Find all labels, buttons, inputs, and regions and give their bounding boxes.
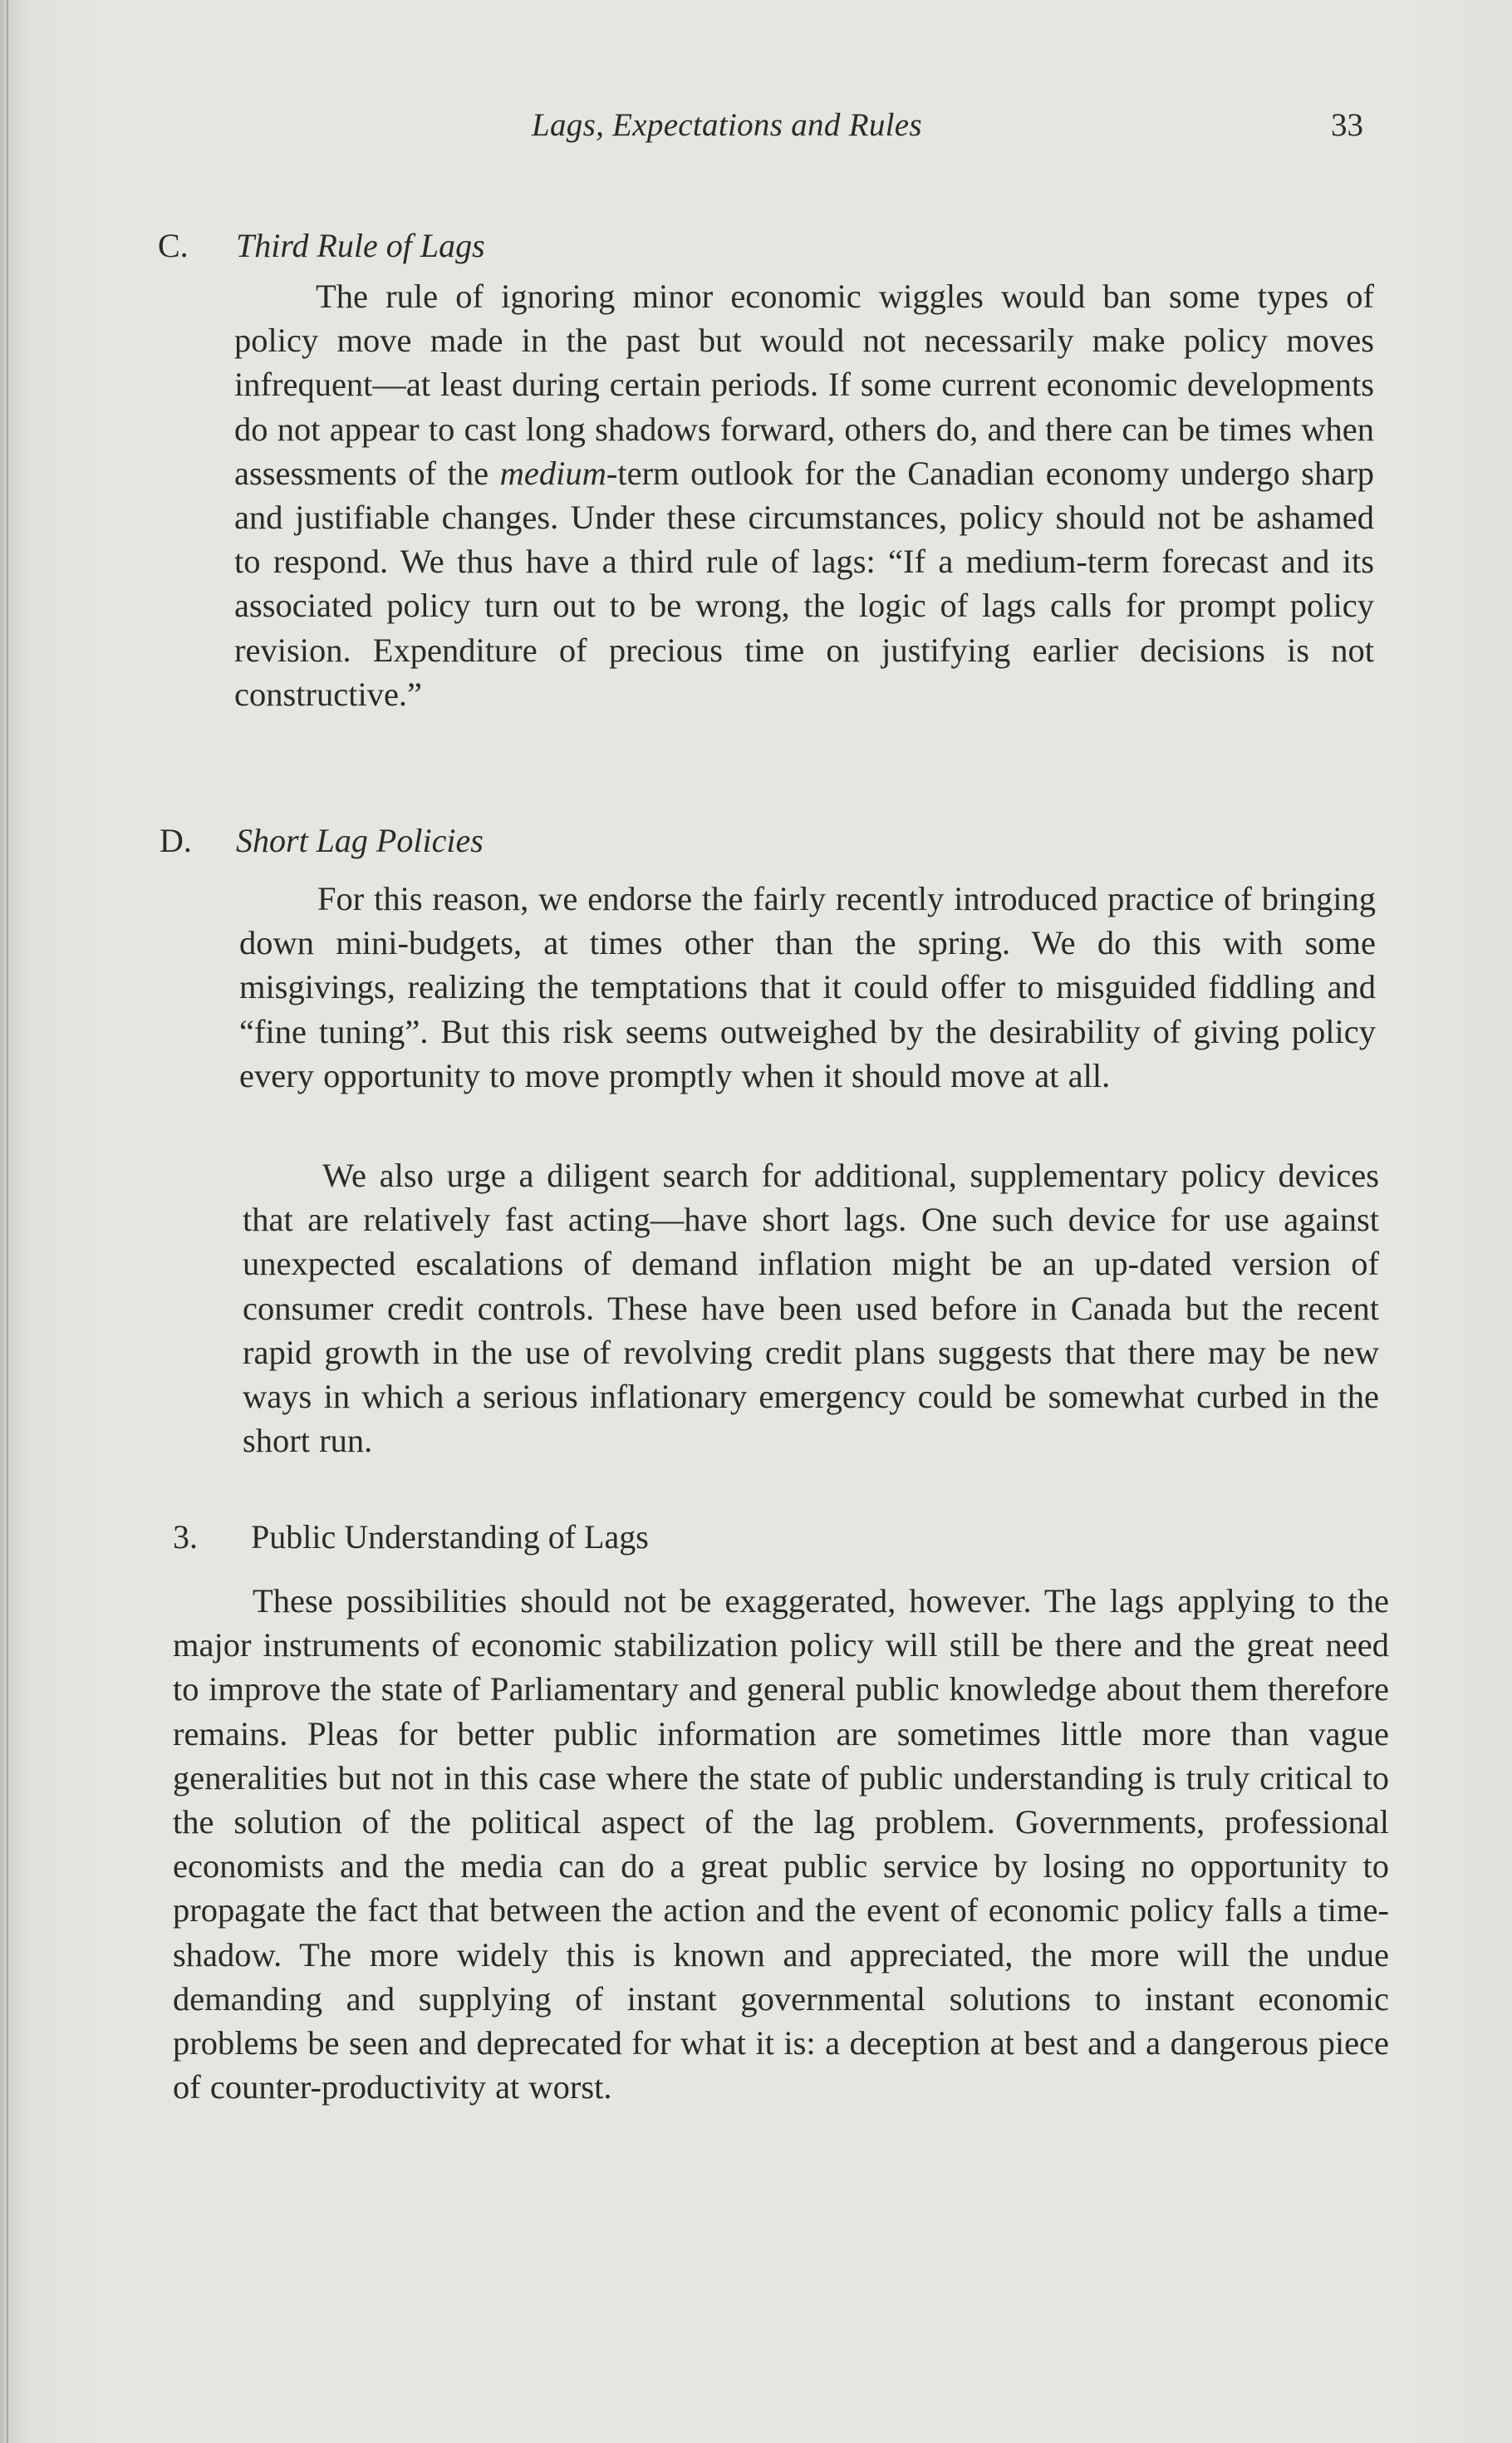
section-c-marker: C. [158,227,189,264]
section-d-paragraph-1: For this reason, we endorse the fairly recently introduced practice of bringing down mini-budgets, at times other than the spring. We do this with some misgivings, realizing the temptations that it could offer to misguided fiddling and “fine tuning”. But this risk seems outweighed by the desirability of giving policy every opportunity to move promptly when it should move at all. [239,880,1376,1094]
section-c-paragraph-1-text-a: The rule of ignoring minor economic wiggles would ban some types of policy move made in the past but would not necessarily make policy moves infrequent—at least during certain periods. If some current economic developments do not appear to cast long shadows forward, others do, and there can be times when assessments of the [234,278,1374,492]
section-3-title: Public Understanding of Lags [251,1518,649,1556]
section-d-paragraph-2: We also urge a diligent search for additional, supplementary policy devices that are relatively fast acting—have short lags. One such device for use against unexpected escalations of demand inflation might be an up-dated version of consumer credit controls. These have been used before in Canada but the recent rapid growth in the use of revolving credit plans suggests that there may be new ways in which a serious inflationary emergency could be somewhat curbed in the short run. [243,1157,1379,1460]
section-d-title: Short Lag Policies [236,822,484,859]
section-c-title: Third Rule of Lags [236,227,485,264]
section-3-paragraph-1: These possibilities should not be exaggerated, however. The lags applying to the major instruments of economic stabilization policy will still be there and the great need to improve the state of Parliamentary and general public knowledge about them therefore remains. Pleas for better public information are sometimes little more than vague generalities but not in this case where the state of public understanding is truly critical to the solution of the political aspect of the lag problem. Governments, professional economists and the media can do a great public service by losing no opportunity to propagate the fact that between the action and the event of economic policy falls a time-shadow. The more widely this is known and appreciated, the more will the undue demanding and supplying of instant governmental solutions to instant economic problems be seen and deprecated for what it is: a deception at best and a dangerous piece of counter-productivity at worst. [173,1582,1389,2106]
section-3-heading [173,1517,649,1556]
page-spine-edge [7,0,8,2443]
section-c-paragraph-1-italic: medium [499,454,606,492]
running-head [0,106,1512,156]
section-c-heading [158,226,485,265]
section-c-paragraph-1 [234,274,1374,716]
running-title: Lags, Expectations and Rules [532,107,922,143]
page-number: 33 [1331,107,1363,143]
section-c-paragraph-1-text-b: -term outlook for the Canadian economy undergo sharp and justifiable changes. Under these circumstances, policy should not be ashamed to respond. We thus have a third rule of lags: “If a medium-term forecast and its associated policy turn out to be wrong, the logic of lags calls for prompt policy revision. Expenditure of precious time on justifying earlier decisions is not constructive.” [234,454,1375,713]
section-3-marker: 3. [173,1518,198,1556]
section-d-marker: D. [160,822,192,859]
section-d-heading [160,821,484,860]
